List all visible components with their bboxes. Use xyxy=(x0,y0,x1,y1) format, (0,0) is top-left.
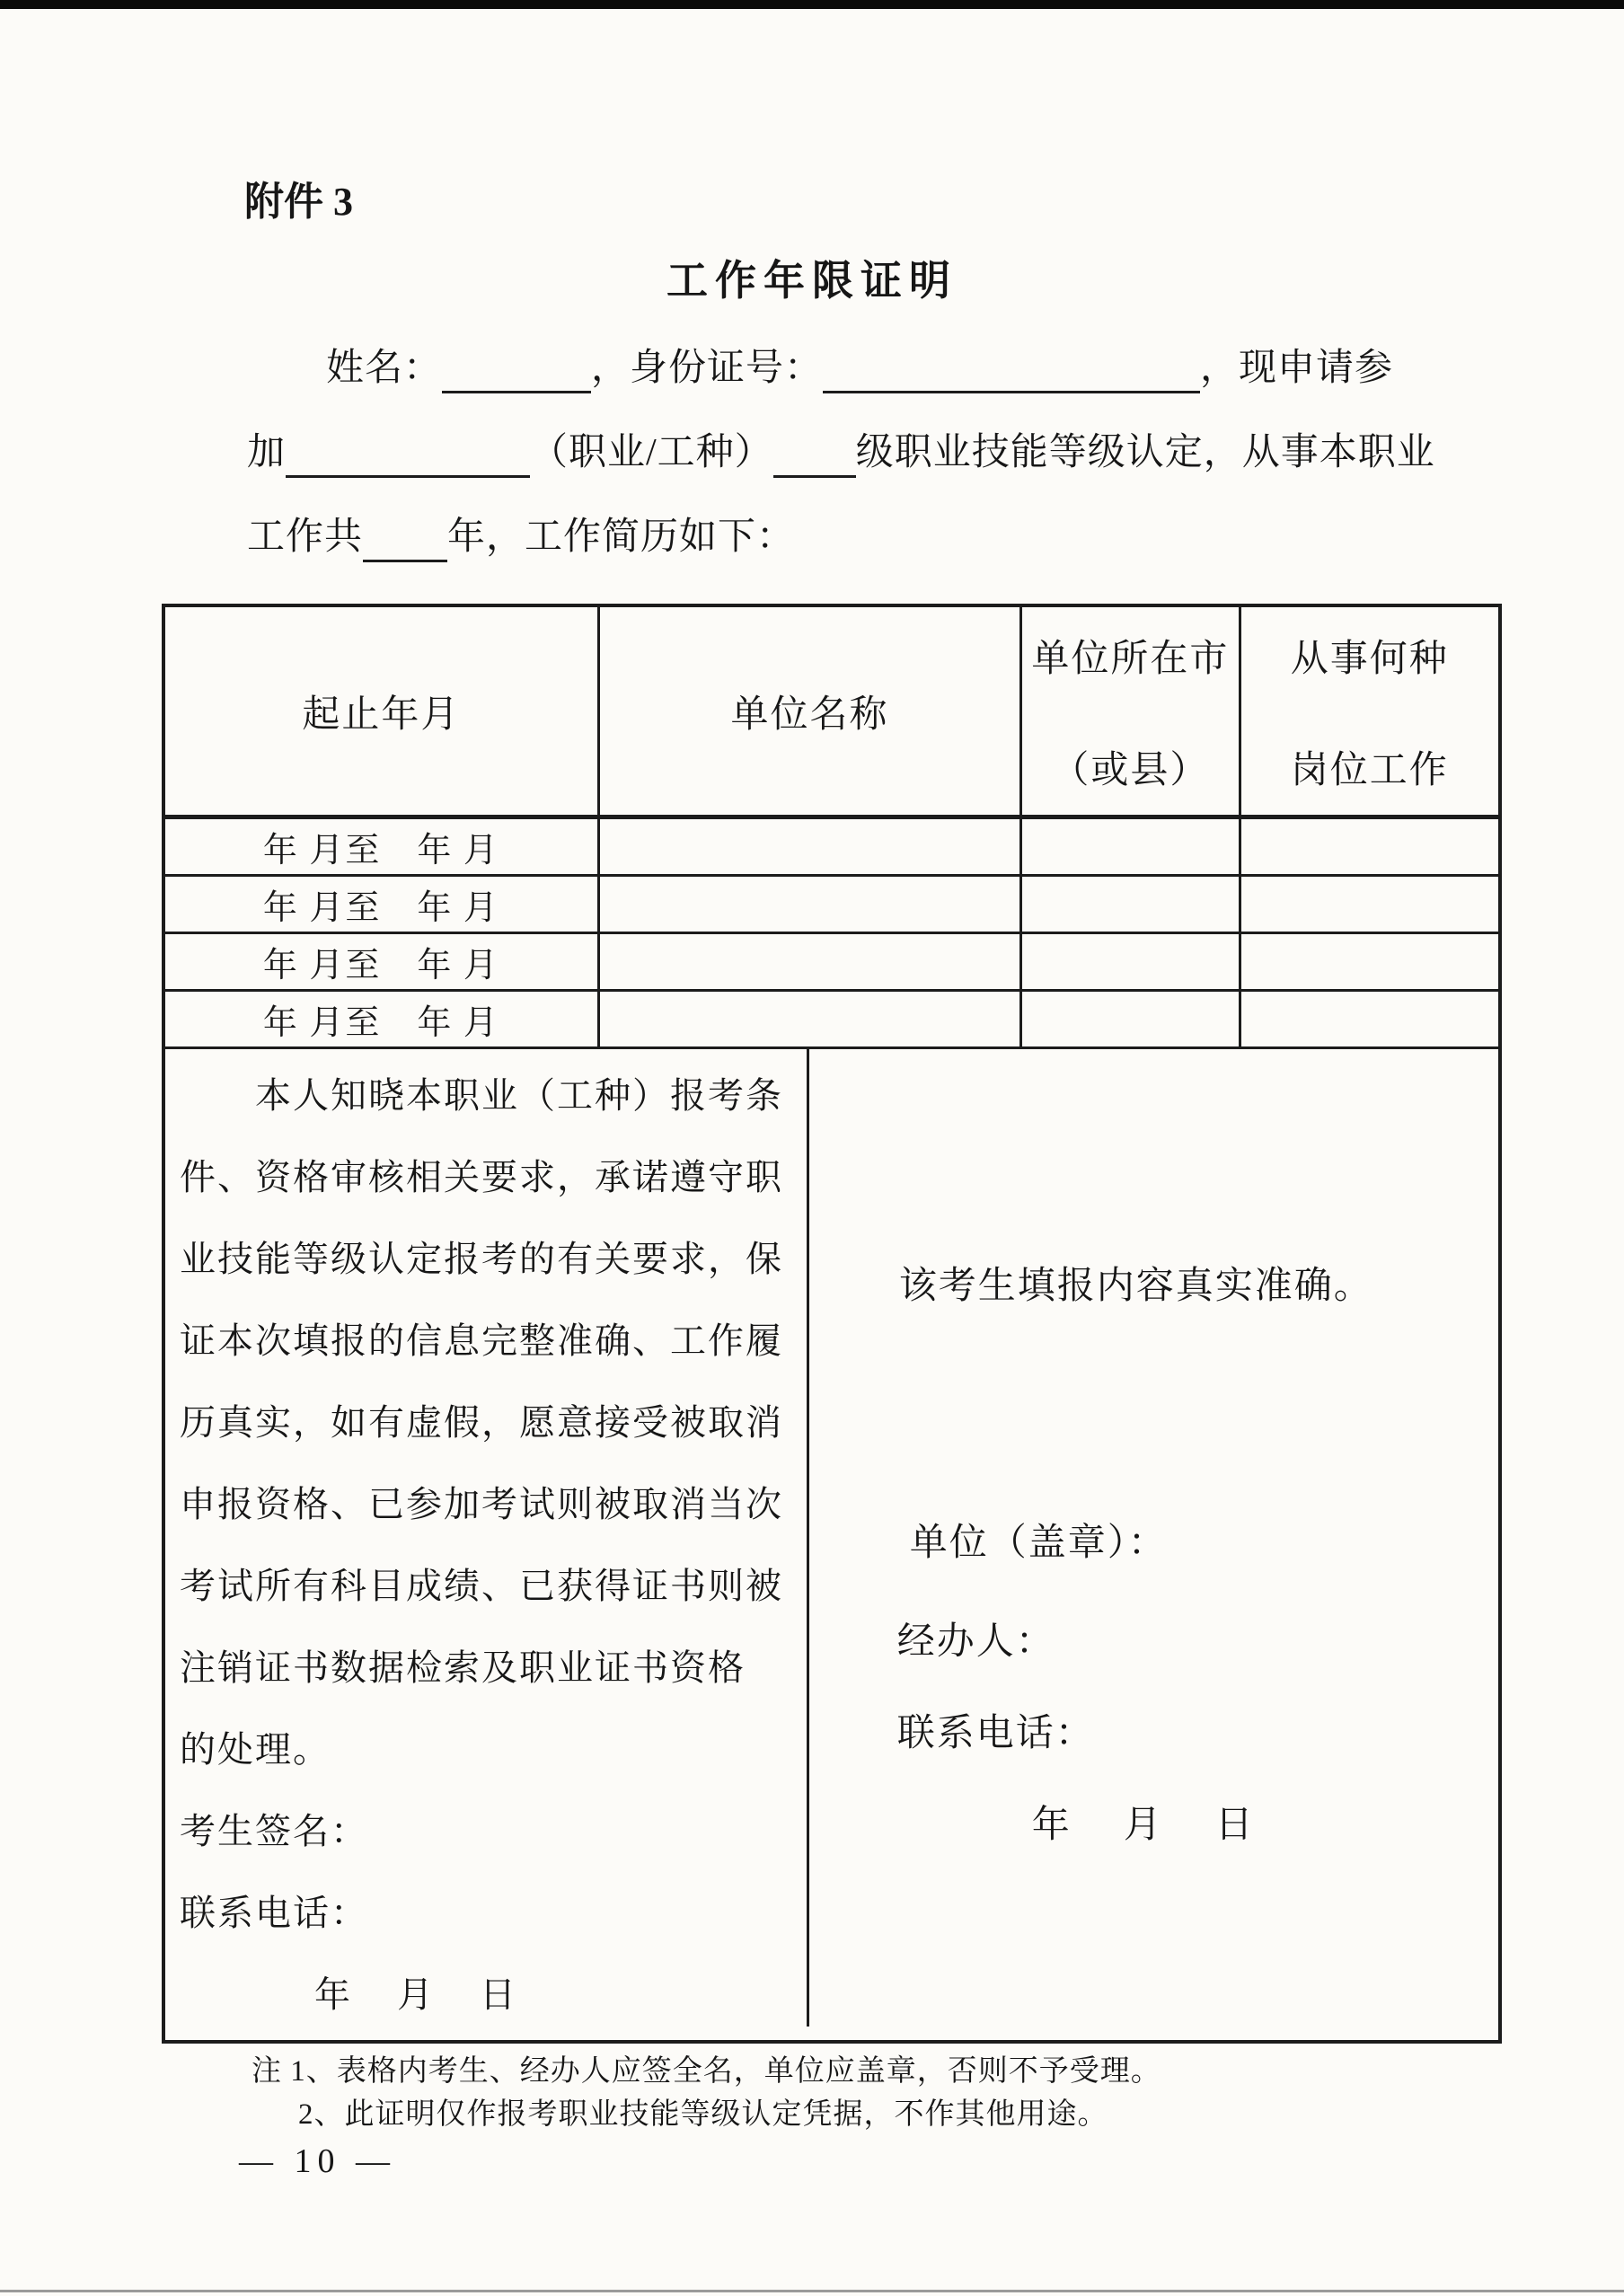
header-unit-city-line1: 单位所在市 xyxy=(1031,638,1230,680)
declaration-text-line: 考试所有科目成绩、已获得证书则被 xyxy=(180,1566,783,1606)
declaration-text-line: 本人知晓本职业（工种）报考条 xyxy=(255,1075,783,1116)
name-label: 姓名： xyxy=(326,348,443,389)
years-blank xyxy=(363,526,447,562)
work-history-table xyxy=(162,604,1502,2044)
period-cell: 年 月至 年 月 xyxy=(165,819,600,874)
table-row xyxy=(165,934,1498,992)
period-cell: 年 月至 年 月 xyxy=(165,877,600,932)
header-unit-city xyxy=(1022,607,1240,815)
page-number: — 10 — xyxy=(239,2142,396,2180)
attachment-label: 附件 3 xyxy=(244,180,353,224)
header-period: 起止年月 xyxy=(165,607,600,815)
period-cell: 年 月至 年 月 xyxy=(165,992,600,1046)
intro-line1-tail: ，现申请参 xyxy=(1200,348,1394,389)
intro-line2-tail: 级职业技能等级认定，从事本职业 xyxy=(855,432,1435,473)
declaration-text-line: 件、资格审核相关要求，承诺遵守职 xyxy=(180,1157,783,1197)
occupation-blank xyxy=(286,442,530,478)
document-title: 工作年限证明 xyxy=(666,258,958,304)
candidate-date-line: 年 月 日 xyxy=(314,1974,521,2015)
occupation-label: （职业/工种） xyxy=(530,432,773,473)
city-cell xyxy=(1022,934,1240,989)
join-prefix: 加 xyxy=(247,432,287,473)
post-cell xyxy=(1241,877,1498,932)
city-cell xyxy=(1022,819,1240,874)
intro-line-3 xyxy=(247,512,795,562)
post-cell xyxy=(1241,819,1498,874)
declaration-text-line: 申报资格、已参加考试则被取消当次 xyxy=(180,1484,783,1524)
unit-cell xyxy=(600,819,1022,874)
scan-artifact-top-bar xyxy=(0,0,1624,9)
unit-cell xyxy=(600,877,1022,932)
handler-label: 经办人： xyxy=(896,1621,1055,1663)
post-cell xyxy=(1241,992,1498,1046)
unit-cell xyxy=(600,934,1022,989)
declaration-text-line: 的处理。 xyxy=(180,1729,331,1770)
intro-line3-tail: 年，工作简历如下： xyxy=(447,517,796,558)
table-row xyxy=(165,877,1498,934)
scan-artifact-bottom-line xyxy=(0,2290,1624,2292)
header-post-type xyxy=(1241,607,1498,815)
unit-date-line: 年 月 日 xyxy=(1031,1805,1261,1846)
table-header-row xyxy=(165,607,1498,819)
name-blank xyxy=(442,358,591,393)
unit-seal-label: 单位（盖章）： xyxy=(909,1523,1168,1564)
declaration-text-line: 业技能等级认定报考的有关要求，保 xyxy=(180,1239,783,1279)
candidate-declaration-cell xyxy=(165,1049,809,2027)
declaration-text-line: 注销证书数据检索及职业证书资格 xyxy=(180,1647,746,1688)
candidate-phone-label: 联系电话： xyxy=(180,1893,368,1933)
id-blank xyxy=(823,358,1200,393)
intro-line-2 xyxy=(247,428,1435,478)
footnote-2: 2、此证明仅作报考职业技能等级认定凭据，不作其他用途。 xyxy=(298,2098,1108,2131)
header-unit-city-line2: （或县） xyxy=(1051,749,1210,791)
unit-cell xyxy=(600,992,1022,1046)
declaration-text-line: 历真实，如有虚假，愿意接受被取消 xyxy=(180,1402,783,1443)
city-cell xyxy=(1022,992,1240,1046)
intro-line-1 xyxy=(326,343,1393,393)
id-label: ，身份证号： xyxy=(591,348,824,389)
verification-statement: 该考生填报内容真实准确。 xyxy=(898,1266,1373,1307)
candidate-signature-label: 考生签名： xyxy=(180,1811,368,1851)
years-prefix: 工作共 xyxy=(247,517,364,558)
post-cell xyxy=(1241,934,1498,989)
header-post-type-line2: 岗位工作 xyxy=(1290,749,1449,791)
level-blank xyxy=(773,442,856,478)
table-row xyxy=(165,819,1498,877)
table-bottom-section xyxy=(165,1049,1498,2027)
header-unit-name: 单位名称 xyxy=(600,607,1022,815)
footnote-1: 注 1、表格内考生、经办人应签全名，单位应盖章，否则不予受理。 xyxy=(252,2055,1161,2088)
city-cell xyxy=(1022,877,1240,932)
unit-phone-label: 联系电话： xyxy=(896,1713,1095,1754)
declaration-text-line: 证本次填报的信息完整准确、工作履 xyxy=(180,1320,783,1361)
footnotes xyxy=(252,2050,1161,2136)
unit-verification-cell xyxy=(809,1049,1498,2027)
header-post-type-line1: 从事何种 xyxy=(1290,638,1449,680)
period-cell: 年 月至 年 月 xyxy=(165,934,600,989)
table-row xyxy=(165,992,1498,1049)
